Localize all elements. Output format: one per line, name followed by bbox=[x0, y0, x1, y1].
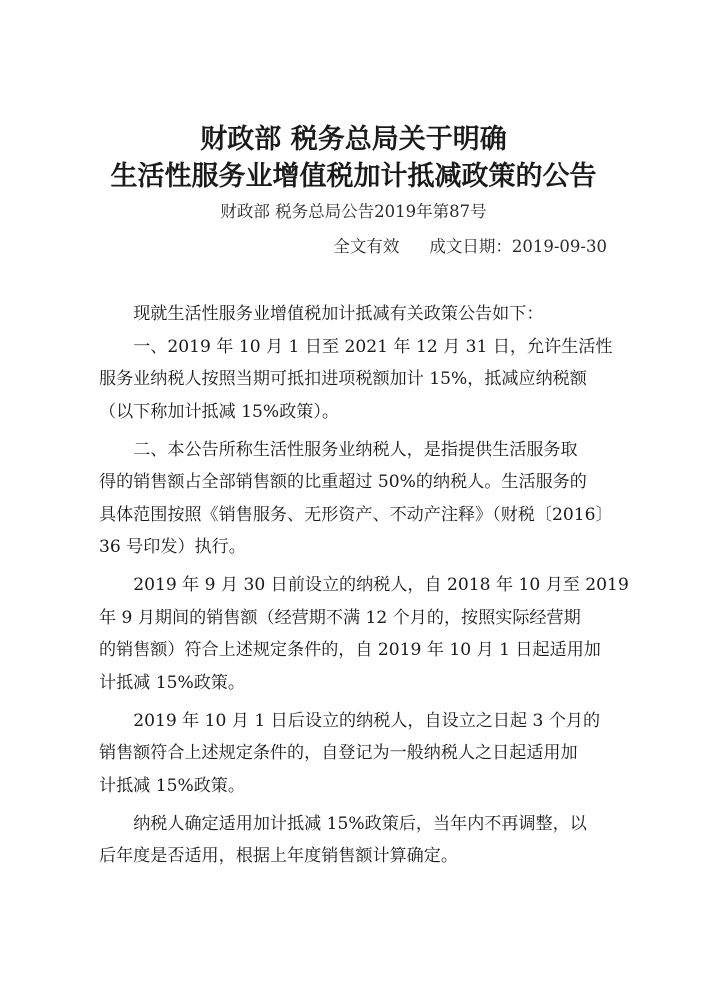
body-line: 后年度是否适用，根据上年度销售额计算确定。 bbox=[99, 846, 458, 866]
body-line: 现就生活性服务业增值税加计抵减有关政策公告如下： bbox=[133, 304, 544, 324]
document-meta bbox=[333, 236, 607, 258]
body-line: 2019 年 10 月 1 日后设立的纳税人，自设立之日起 3 个月的 bbox=[133, 710, 601, 731]
body-line: 的销售额）符合上述规定条件的，自 2019 年 10 月 1 日起适用加 bbox=[99, 640, 601, 660]
body-line: 一、2019 年 10 月 1 日至 2021 年 12 月 31 日，允许生活性 bbox=[133, 336, 613, 357]
body-line: 二、本公告所称生活性服务业纳税人，是指提供生活服务取 bbox=[133, 439, 578, 460]
body-line: 年 9 月期间的销售额（经营期不满 12 个月的，按照实际经营期 bbox=[99, 607, 581, 628]
body-line: 服务业纳税人按照当期可抵扣进项税额加计 15%，抵减应纳税额 bbox=[99, 369, 587, 389]
body-line: 纳税人确定适用加计抵减 15%政策后，当年内不再调整，以 bbox=[133, 813, 587, 834]
issue-date: 成文日期：2019-09-30 bbox=[429, 237, 607, 256]
body-line: 销售额符合上述规定条件的，自登记为一般纳税人之日起适用加 bbox=[99, 743, 578, 763]
body-line: 2019 年 9 月 30 日前设立的纳税人，自 2018 年 10 月至 2019 bbox=[133, 575, 629, 595]
body-line: 得的销售额占全部销售额的比重超过 50%的纳税人。生活服务的 bbox=[99, 472, 587, 492]
body-line: 具体范围按照《销售服务、无形资产、不动产注释》（财税〔2016〕 bbox=[99, 504, 613, 525]
validity-status: 全文有效 bbox=[333, 237, 400, 256]
body-line: 36 号印发）执行。 bbox=[99, 537, 246, 557]
document-title-line1: 财政部 税务总局关于明确 bbox=[200, 124, 507, 155]
document-title-line2: 生活性服务业增值税加计抵减政策的公告 bbox=[110, 161, 597, 192]
body-line: 计抵减 15%政策。 bbox=[99, 672, 245, 693]
document-number: 财政部 税务总局公告2019年第87号 bbox=[220, 202, 487, 221]
document-body bbox=[99, 298, 629, 873]
body-line: （以下称加计抵减 15%政策）。 bbox=[99, 401, 340, 422]
body-line: 计抵减 15%政策。 bbox=[99, 775, 245, 796]
